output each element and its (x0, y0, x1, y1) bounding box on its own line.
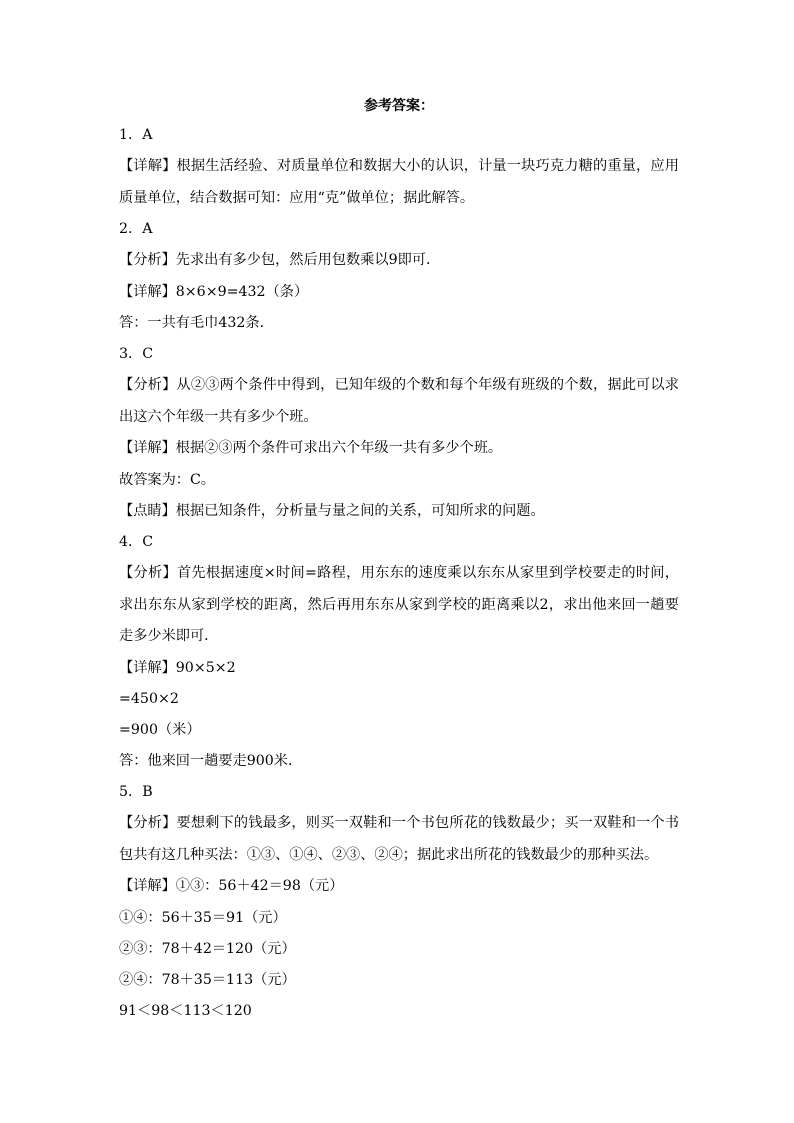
detail-tag: 【详解】 (119, 158, 177, 174)
answer-3-comment (119, 496, 679, 528)
answer-5-step (119, 903, 679, 934)
line-text: 90×5×2 (175, 659, 236, 676)
answer-4-detail (119, 653, 679, 685)
detail-tag: 【详解】 (119, 659, 176, 676)
answer-5-detail (119, 871, 679, 903)
line-text: ②④：78＋35＝113（元） (119, 971, 296, 988)
answer-1-number (119, 120, 679, 151)
line-text: 故答案为：C。 (119, 471, 215, 488)
answer-2-analysis (119, 245, 679, 277)
answer-3-number (119, 339, 679, 370)
analysis-tag: 【分析】 (119, 377, 177, 393)
line-text: 答：一共有毛巾432条． (119, 315, 274, 331)
answer-5-number (119, 777, 679, 808)
line-text: 根据生活经验、对质量单位和数据大小的认识，计量一块巧克力糖的重量，应用质量单位，结合数据可知：应用“克”做单位；据此解答。 (119, 158, 679, 206)
line-text: 4．C (119, 534, 154, 550)
line-text: =450×2 (119, 691, 179, 707)
line-text: ②③：78＋42＝120（元） (119, 940, 296, 957)
answer-3-analysis (119, 370, 679, 433)
answer-2-conclusion (119, 308, 679, 339)
answer-1-detail (119, 151, 679, 214)
line-text: 根据②③两个条件可求出六个年级一共有多少个班。 (175, 440, 503, 456)
line-text: 1．A (119, 127, 153, 143)
line-text: 8×6×9=432（条） (175, 283, 309, 300)
answer-2-detail (119, 277, 679, 309)
answer-5-analysis (119, 808, 679, 871)
answer-4-conclusion (119, 746, 679, 777)
line-text: 从②③两个条件中得到，已知年级的个数和每个年级有班级的个数，据此可以求出这六个年级一共有多少个班。 (119, 377, 679, 425)
line-text: 答：他来回一趟要走900米． (119, 753, 303, 769)
line-text: ①③：56＋42＝98（元） (175, 878, 344, 894)
answer-4-step (119, 684, 679, 715)
answer-4-number (119, 527, 679, 558)
answer-4-analysis (119, 558, 679, 653)
line-text: 3．C (119, 346, 154, 362)
detail-tag: 【详解】 (119, 283, 176, 300)
line-text: 根据已知条件，分析量与量之间的关系，可知所求的问题。 (175, 502, 545, 519)
answer-page (119, 96, 679, 1027)
answer-3-result (119, 465, 679, 496)
line-text: 先求出有多少包，然后用包数乘以9即可． (175, 252, 441, 268)
line-text: ①④：56＋35＝91（元） (119, 909, 287, 926)
answer-3-detail (119, 433, 679, 465)
line-text: =900（米） (119, 722, 201, 738)
comment-tag: 【点睛】 (119, 502, 176, 519)
analysis-tag: 【分析】 (119, 565, 177, 581)
answer-5-step (119, 934, 679, 965)
answer-2-number (119, 214, 679, 245)
answer-5-step (119, 965, 679, 996)
answer-4-step (119, 715, 679, 746)
answer-5-comparison (119, 996, 679, 1027)
analysis-tag: 【分析】 (119, 252, 176, 268)
detail-tag: 【详解】 (119, 440, 176, 456)
analysis-tag: 【分析】 (119, 815, 177, 831)
line-text: 首先根据速度×时间=路程，用东东的速度乘以东东从家里到学校要走的时间，求出东东从家到学校的距离，然后再用东东从家到学校的距离乘以2，求出他来回一趟要走多少米即可． (119, 565, 679, 644)
line-text: 91＜98＜113＜120 (119, 1002, 252, 1019)
detail-tag: 【详解】 (119, 878, 176, 894)
line-text: 5．B (119, 784, 153, 800)
line-text: 要想剩下的钱最多，则买一双鞋和一个书包所花的钱数最少；买一双鞋和一个书包共有这几种买法：①③、①④、②③、②④；据此求出所花的钱数最少的那种买法。 (119, 815, 679, 863)
page-title: 参考答案： (364, 98, 434, 114)
line-text: 2．A (119, 221, 153, 237)
